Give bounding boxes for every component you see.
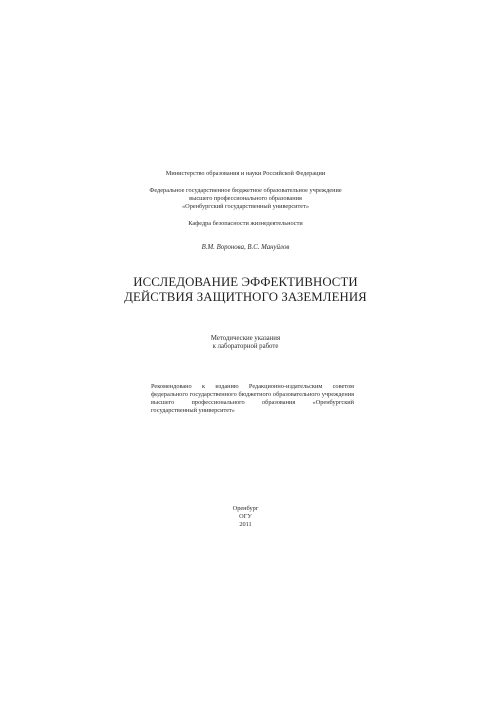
- ministry-line: Министерство образования и науки Российской Федерации: [165, 170, 326, 177]
- department-line: Кафедра безопасности жизнедеятельности: [188, 220, 303, 227]
- institution-line-1: Федеральное государственное бюджетное образовательное учреждение: [149, 187, 342, 194]
- imprint-block: [0, 505, 491, 529]
- document-subtitle: [0, 335, 491, 351]
- imprint-city: Оренбург: [232, 505, 259, 512]
- title-line-2: ДЕЙСТВИЯ ЗАЩИТНОГО ЗАЗЕМЛЕНИЯ: [124, 290, 367, 304]
- institution-line-2: высшего профессионального образования: [189, 195, 302, 202]
- document-title: [0, 275, 491, 305]
- authors-line: В.М. Воронова, В.С. Мануйлов: [201, 244, 290, 251]
- subtitle-line-2: к лабораторной работе: [212, 343, 279, 350]
- recommendation-paragraph: Рекомендовано к изданию Редакционно-издательским советом федерального государственного бюджетного образовательного учреждения высшего профессионального образования «Оренбургский государственный университет»: [151, 383, 354, 414]
- subtitle-line-1: Методические указания: [210, 335, 281, 342]
- imprint-year: 2011: [239, 521, 252, 528]
- title-line-1: ИССЛЕДОВАНИЕ ЭФФЕКТИВНОСТИ: [133, 275, 358, 289]
- institution-block: [0, 187, 491, 211]
- institution-line-3: «Оренбургский государственный университет»: [182, 203, 309, 210]
- imprint-publisher: ОГУ: [239, 513, 252, 520]
